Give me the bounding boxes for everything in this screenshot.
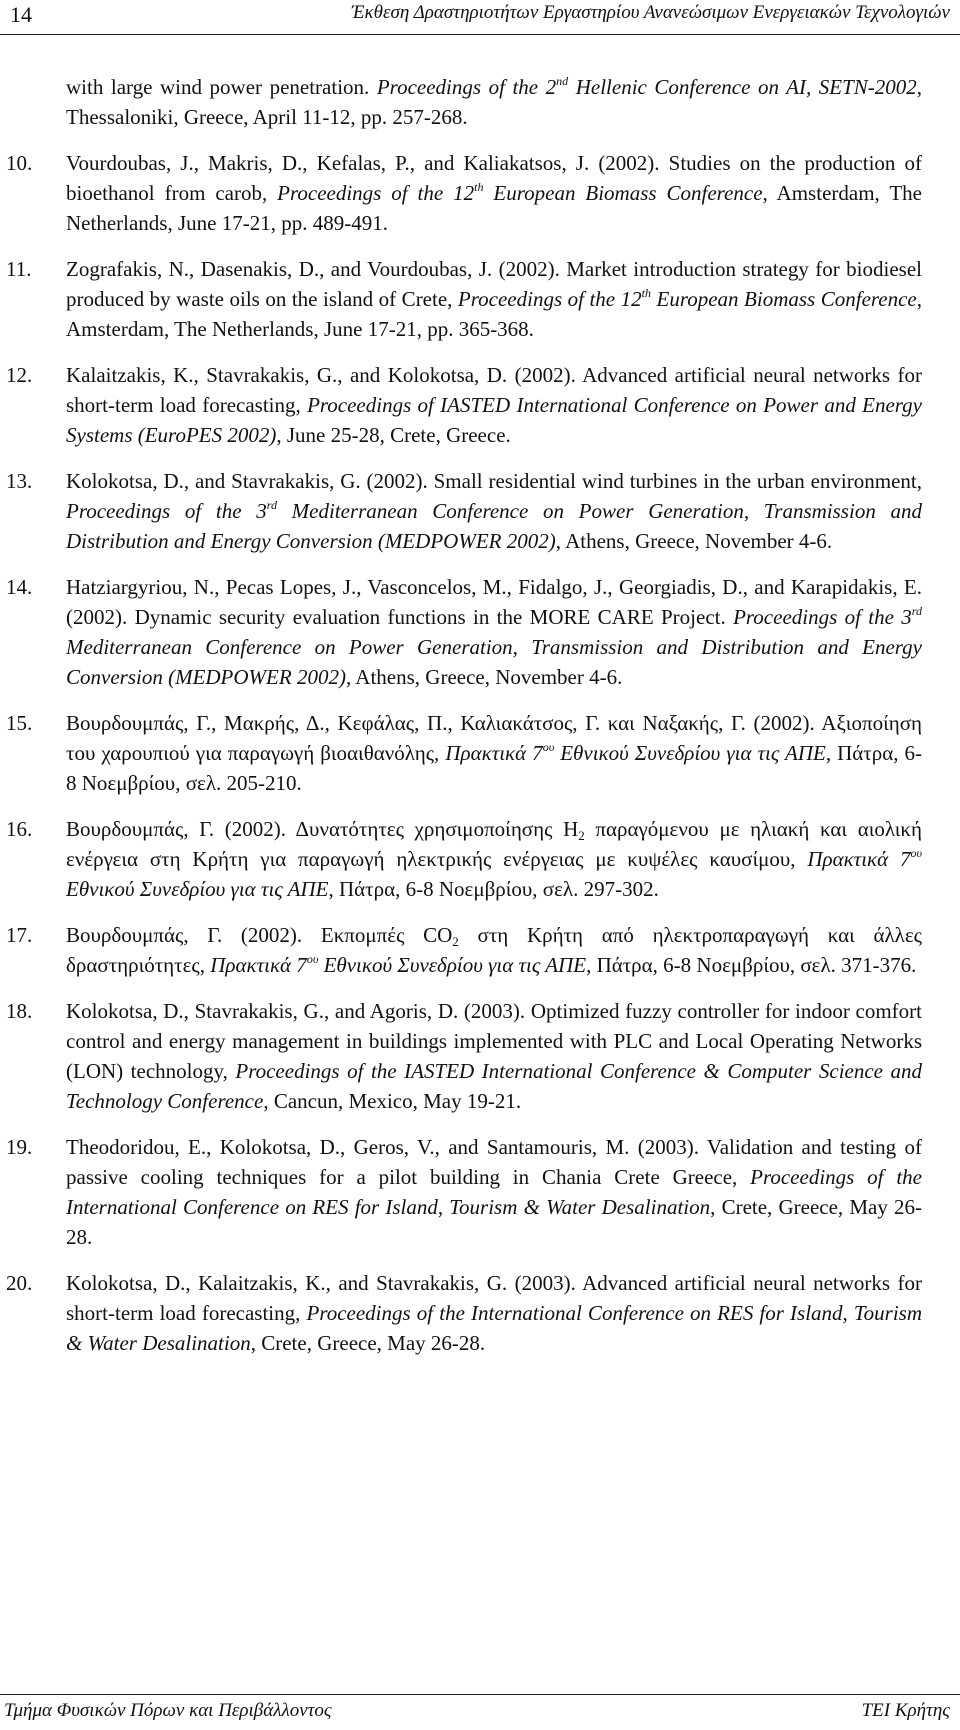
reference-italic-text: Mediterranean Conference on Power Generation, Transmission and Distribution and Energy Conversion (MEDPOWER 2002) xyxy=(66,635,922,689)
ordinal-superscript: ου xyxy=(542,740,555,754)
reference-italic-text: European Biomass Conference xyxy=(483,181,763,205)
reference-text: , June 25-28, Crete, Greece. xyxy=(276,423,511,447)
reference-number: 18. xyxy=(6,999,33,1023)
reference-text: , Athens, Greece, November 4-6. xyxy=(555,529,833,553)
reference-italic-text: Proceedings of the International Conference on RES for Island, Tourism & Water Desalination xyxy=(66,1301,923,1355)
reference-text: with large wind power penetration. xyxy=(66,75,377,99)
reference-italic-text: Πρακτικά 7 xyxy=(210,953,307,977)
reference-italic-text: Πρακτικά 7 xyxy=(445,741,543,765)
reference-text: Kolokotsa, D., and Stavrakakis, G. (2002). Small residential wind turbines in the urban environment, xyxy=(66,469,922,493)
reference-item xyxy=(40,72,922,132)
footer-rule xyxy=(0,1694,960,1695)
reference-text: , Crete, Greece, May 26-28. xyxy=(66,1195,923,1249)
reference-text: , Πάτρα, 6-8 Νοεμβρίου, σελ. 297-302. xyxy=(328,877,659,901)
reference-text: , Crete, Greece, May 26-28. xyxy=(250,1331,486,1355)
reference-text: , Πάτρα, 6-8 Νοεμβρίου, σελ. 371-376. xyxy=(586,953,917,977)
reference-number: 11. xyxy=(6,257,32,281)
reference-italic-text: Εθνικού Συνεδρίου για τις ΑΠΕ xyxy=(66,877,329,901)
reference-item xyxy=(6,1268,923,1358)
reference-item xyxy=(6,466,922,556)
reference-item xyxy=(6,360,922,450)
reference-italic-text: Proceedings of the 2 xyxy=(376,75,557,99)
reference-item xyxy=(6,572,922,692)
reference-italic-text: Hellenic Conference on AI, SETN-2002 xyxy=(568,75,917,99)
reference-italic-text: Proceedings of IASTED International Conference on Power and Energy Systems (EuroPES 2002) xyxy=(66,393,922,447)
reference-item xyxy=(6,920,922,980)
reference-number: 15. xyxy=(6,711,33,735)
reference-number: 20. xyxy=(6,1271,33,1295)
ordinal-superscript: th xyxy=(641,286,651,300)
reference-list xyxy=(6,72,923,1374)
chemical-subscript: 2 xyxy=(578,828,585,843)
reference-number: 16. xyxy=(6,817,33,841)
reference-number: 14. xyxy=(6,575,33,599)
reference-text: Kalaitzakis, K., Stavrakakis, G., and Kolokotsa, D. (2002). Advanced artificial neural networks for short-term load forecasting, xyxy=(66,363,922,417)
page-number: 14 xyxy=(10,2,32,27)
ordinal-superscript: nd xyxy=(556,74,569,88)
reference-item xyxy=(6,254,922,344)
footer-institution: ΤΕΙ Κρήτης xyxy=(861,1700,950,1721)
reference-text: Βουρδουμπάς, Γ. (2002). Εκπομπές CO xyxy=(66,923,453,947)
reference-text: στη Κρήτη από ηλεκτροπαραγωγή και άλλες δραστηριότητες, xyxy=(66,923,922,977)
header-rule xyxy=(0,34,960,35)
reference-text: παραγόμενου με ηλιακή και αιολική ενέργεια στη Κρήτη για παραγωγή ηλεκτρικής ενέργειας με κυψέλες καυσίμου, xyxy=(66,817,922,871)
reference-item xyxy=(6,1132,923,1252)
ordinal-superscript: ου xyxy=(910,846,922,860)
reference-italic-text: Εθνικού Συνεδρίου για τις ΑΠΕ xyxy=(554,741,826,765)
reference-italic-text: Mediterranean Conference on Power Generation, Transmission and Distribution and Energy Conversion (MEDPOWER 2002) xyxy=(66,499,922,553)
reference-italic-text: Proceedings of the 3 xyxy=(66,499,267,523)
reference-item xyxy=(6,708,922,798)
reference-number: 13. xyxy=(6,469,33,493)
reference-text: , Πάτρα, 6-8 Νοεμβρίου, σελ. 205-210. xyxy=(66,741,922,795)
reference-number: 10. xyxy=(6,151,33,175)
reference-italic-text: European Biomass Conference xyxy=(650,287,917,311)
footer-department: Τμήμα Φυσικών Πόρων και Περιβάλλοντος xyxy=(4,1700,332,1721)
chemical-subscript: 2 xyxy=(452,934,459,949)
reference-text: Zografakis, N., Dasenakis, D., and Vourdoubas, J. (2002). Market introduction strategy for biodiesel produced by waste oils on the island of Crete, xyxy=(66,257,922,311)
reference-text: , Amsterdam, The Netherlands, June 17-21, pp. 489-491. xyxy=(66,181,922,235)
reference-text: Kolokotsa, D., Kalaitzakis, K., and Stavrakakis, G. (2003). Advanced artificial neural networks for short-term load forecasting, xyxy=(66,1271,922,1325)
reference-text: Theodoridou, E., Kolokotsa, D., Geros, V., and Santamouris, M. (2003). Validation and testing of passive cooling techniques for a pilot building in Chania Crete Greece, xyxy=(66,1135,922,1189)
reference-italic-text: Πρακτικά 7 xyxy=(807,847,911,871)
page-header xyxy=(0,0,960,46)
ordinal-superscript: rd xyxy=(911,604,922,618)
reference-text: Βουρδουμπάς, Γ., Μακρής, Δ., Κεφάλας, Π., Καλιακάτσος, Γ. και Ναξακής, Γ. (2002). Αξιοποίηση του χαρουπιού για παραγωγή βιοαιθανόλης, xyxy=(66,711,922,765)
ordinal-superscript: ου xyxy=(306,952,319,966)
ordinal-superscript: th xyxy=(474,180,484,194)
reference-text: Vourdoubas, J., Makris, D., Kefalas, P., and Kaliakatsos, J. (2002). Studies on the production of bioethanol from carob, xyxy=(66,151,922,205)
reference-italic-text: Proceedings of the International Conference on RES for Island, Tourism & Water Desalination xyxy=(66,1165,922,1219)
reference-number: 17. xyxy=(6,923,33,947)
reference-text: Kolokotsa, D., Stavrakakis, G., and Agoris, D. (2003). Optimized fuzzy controller for indoor comfort control and energy management in buildings implemented with PLC and Local Operating Networks (LON) technology, xyxy=(66,999,922,1083)
reference-text: Hatziargyriou, N., Pecas Lopes, J., Vasconcelos, M., Fidalgo, J., Georgiadis, D., and Karapidakis, E. (2002). Dynamic security evaluation functions in the MORE CARE Project. xyxy=(66,575,922,629)
reference-item xyxy=(6,996,923,1116)
running-title: Έκθεση Δραστηριοτήτων Εργαστηρίου Ανανεώσιμων Ενεργειακών Τεχνολογιών xyxy=(351,2,950,23)
reference-text: , Cancun, Mexico, May 19-21. xyxy=(263,1089,522,1113)
page-footer xyxy=(0,1694,960,1730)
reference-number: 19. xyxy=(6,1135,33,1159)
reference-text: Βουρδουμπάς, Γ. (2002). Δυνατότητες χρησιμοποίησης Η xyxy=(66,817,579,841)
reference-text: , Thessaloniki, Greece, April 11-12, pp. 257-268. xyxy=(66,75,922,129)
reference-italic-text: Εθνικού Συνεδρίου για τις ΑΠΕ xyxy=(318,953,587,977)
reference-italic-text: Proceedings of the 12 xyxy=(277,181,475,205)
reference-item xyxy=(6,148,922,238)
ordinal-superscript: rd xyxy=(266,498,277,512)
reference-italic-text: Proceedings of the IASTED International Conference & Computer Science and Technology Conference xyxy=(66,1059,923,1113)
reference-text: , Amsterdam, The Netherlands, June 17-21, pp. 365-368. xyxy=(66,287,922,341)
reference-italic-text: Proceedings of the 12 xyxy=(457,287,642,311)
reference-number: 12. xyxy=(6,363,33,387)
reference-text: , Athens, Greece, November 4-6. xyxy=(345,665,623,689)
reference-italic-text: Proceedings of the 3 xyxy=(733,605,912,629)
reference-item xyxy=(6,814,922,904)
